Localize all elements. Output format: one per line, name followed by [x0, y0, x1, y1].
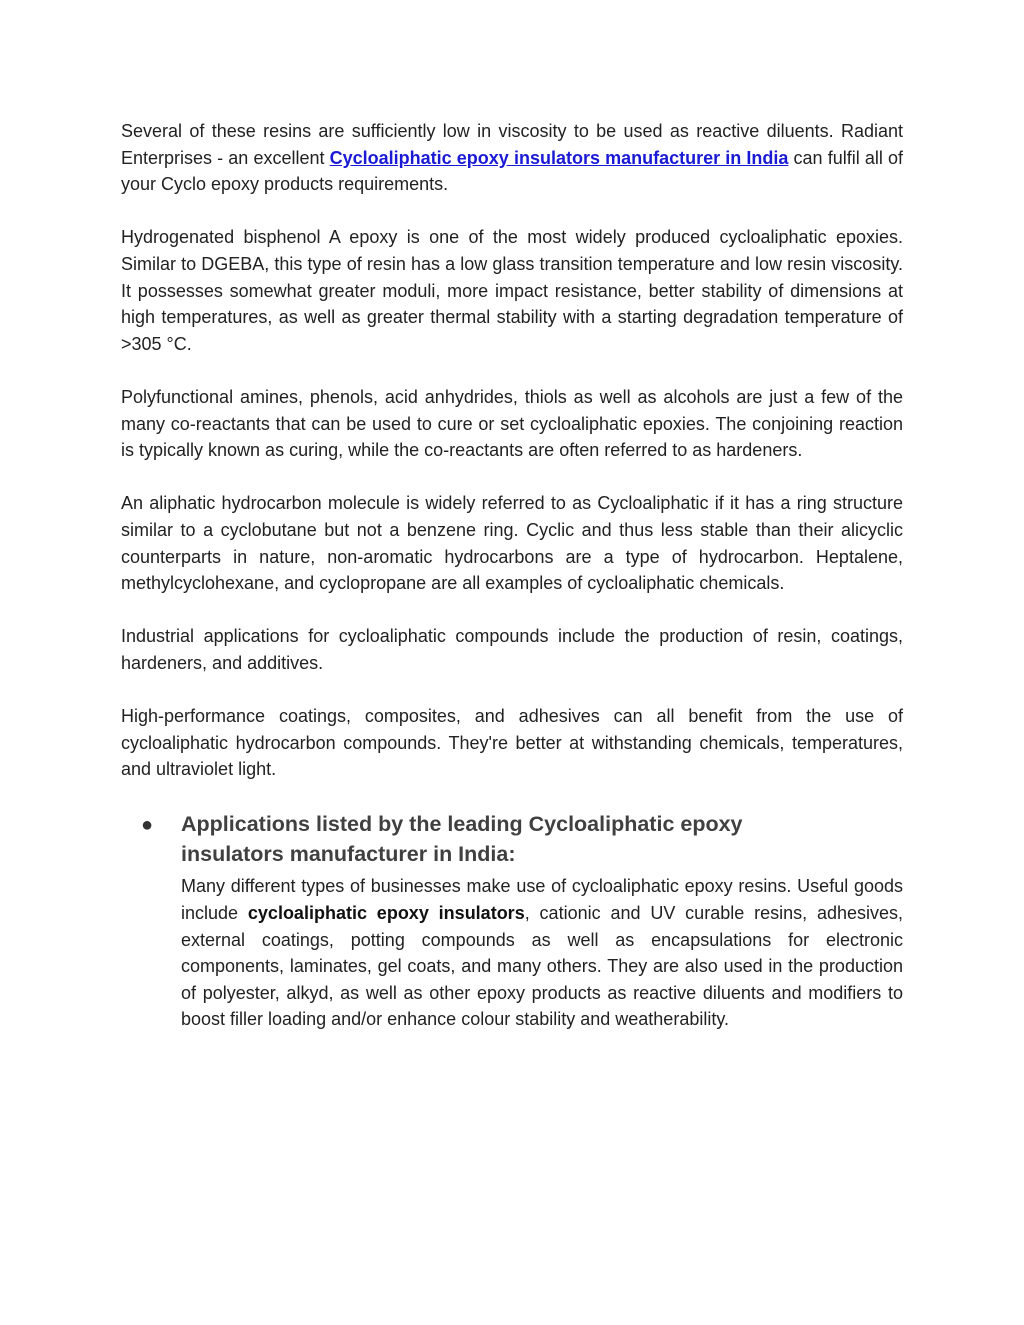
applications-section — [121, 809, 903, 1033]
paragraph-reactive-diluents — [121, 118, 903, 198]
manufacturer-link[interactable]: Cycloaliphatic epoxy insulators manufacturer in India — [329, 147, 789, 168]
section-body — [181, 873, 903, 1033]
paragraph-hydrogenated-bisphenol: Hydrogenated bisphenol A epoxy is one of the most widely produced cycloaliphatic epoxies. Similar to DGEBA, this type of resin has a low glass transition temperature and low resin viscosity. It possesses somewhat greater moduli, more impact resistance, better stability of dimensions at high temperatures, as well as greater thermal stability with a starting degradation temperature of >305 °C. — [121, 227, 903, 354]
paragraph-polyfunctional-amines: Polyfunctional amines, phenols, acid anhydrides, thiols as well as alcohols are just a few of the many co-reactants that can be used to cure or set cycloaliphatic epoxies. The conjoining reaction is typically known as curing, while the co-reactants are often referred to as hardeners. — [121, 386, 903, 461]
paragraph-aliphatic-hydrocarbon: An aliphatic hydrocarbon molecule is widely referred to as Cycloaliphatic if it has a ring structure similar to a cyclobutane but not a benzene ring. Cyclic and thus less stable than their alicyclic counterparts in nature, non-aromatic hydrocarbons are a type of hydrocarbon. Heptalene, methylcyclohexane, and cyclopropane are all examples of cycloaliphatic chemicals. — [121, 493, 903, 594]
paragraph-industrial-applications: Industrial applications for cycloaliphatic compounds include the production of resin, coatings, hardeners, and additives. — [121, 626, 903, 673]
section-body-text: Many different types of businesses make use of cycloaliphatic epoxy resins. Useful goods include — [181, 876, 903, 924]
paragraph-text: Several of these resins are sufficiently low in viscosity to be used as reactive diluents. Radiant Enterprises - an excellent — [121, 121, 903, 168]
paragraph-high-performance: High-performance coatings, composites, and adhesives can all benefit from the use of cycloaliphatic hydrocarbon compounds. They're better at withstanding chemicals, temperatures, and ultraviolet light. — [121, 706, 903, 780]
section-body-text: , cationic and UV curable resins, adhesives, external coatings, potting compounds as well as encapsulations for electronic components, laminates, gel coats, and many others. They are also used in the production of polyester, alkyd, as well as other epoxy products as reactive diluents and modifiers to boost filler loading and/or enhance colour stability and weatherability. — [181, 903, 903, 1030]
paragraph-text: can fulfil all of your Cyclo epoxy products requirements. — [121, 147, 903, 195]
section-heading: Applications listed by the leading Cycloaliphatic epoxy insulators manufacturer in India: — [181, 812, 743, 867]
document-page — [121, 118, 903, 1033]
bullet-icon: ● — [141, 814, 154, 837]
section-body-bold: cycloaliphatic epoxy insulators — [247, 903, 525, 924]
